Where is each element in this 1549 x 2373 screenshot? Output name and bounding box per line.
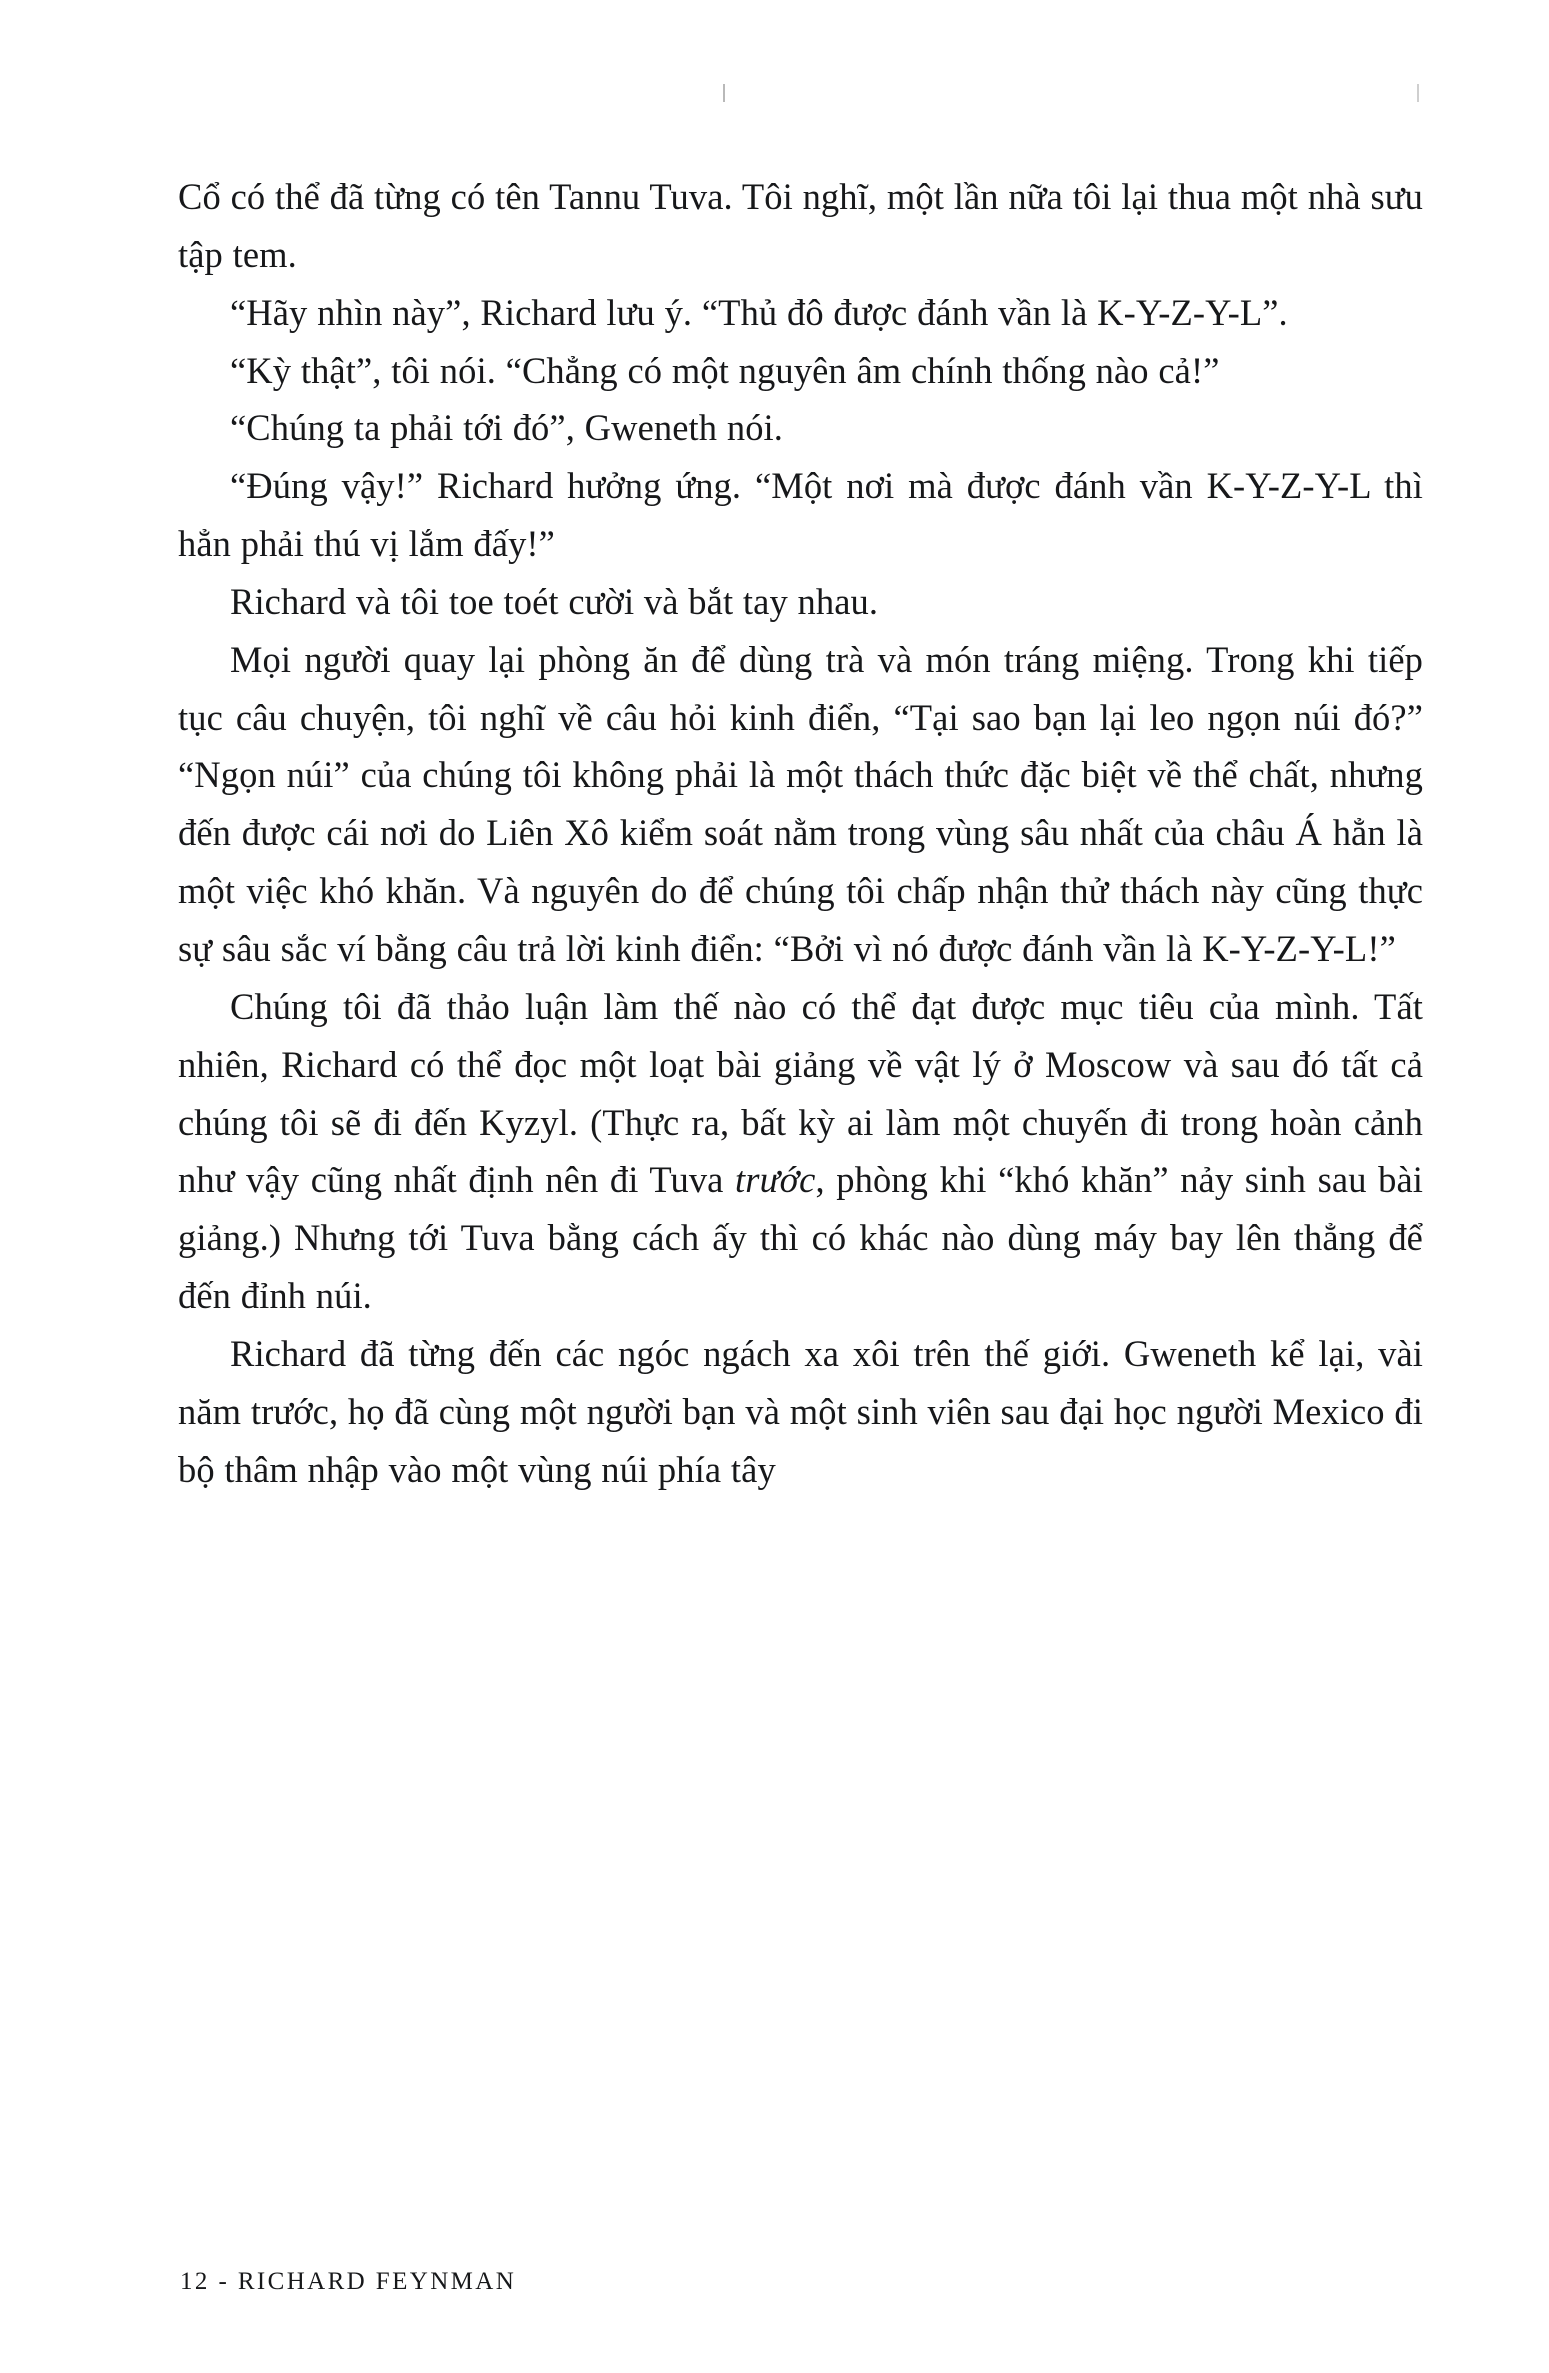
italic-emphasis: trước bbox=[735, 1159, 816, 1201]
paragraph-with-italic bbox=[178, 978, 1423, 1325]
paragraph-part-one: Chúng tôi đã thảo luận làm thế nào có thể đạt được mục tiêu của mình. Tất nhiên, Richard có thể đọc một loạt bài giảng về vật lý ở Moscow và sau đó tất cả chúng tôi sẽ đi đến Kyzyl. (Thực ra, bất kỳ ai làm một chuyến đi trong hoàn cảnh như vậy cũng nhất định nên đi Tuva bbox=[178, 985, 1423, 1201]
paragraph: Cổ có thể đã từng có tên Tannu Tuva. Tôi nghĩ, một lần nữa tôi lại thua một nhà sưu tập tem. bbox=[178, 176, 1423, 275]
paragraph: Richard và tôi toe toét cười và bắt tay nhau. bbox=[230, 580, 879, 622]
paragraph-part-two: , phòng khi “khó khăn” nảy sinh sau bài giảng.) Nhưng tới Tuva bằng cách ấy thì có khác nào dùng máy bay lên thẳng để đến đỉnh núi. bbox=[178, 1159, 1423, 1317]
page-footer: 12 - RICHARD FEYNMAN bbox=[180, 2268, 517, 2295]
paragraph: “Kỳ thật”, tôi nói. “Chẳng có một nguyên âm chính thống nào cả!” bbox=[230, 349, 1220, 391]
paragraph: “Hãy nhìn này”, Richard lưu ý. “Thủ đô được đánh vần là K-Y-Z-Y-L”. bbox=[230, 291, 1288, 333]
paragraph: Mọi người quay lại phòng ăn để dùng trà và món tráng miệng. Trong khi tiếp tục câu chuyện, tôi nghĩ về câu hỏi kinh điển, “Tại sao bạn lại leo ngọn núi đó?” “Ngọn núi” của chúng tôi không phải là một thách thức đặc biệt về thể chất, nhưng đến được cái nơi do Liên Xô kiểm soát nằm trong vùng sâu nhất của châu Á hẳn là một việc khó khăn. Và nguyên do để chúng tôi chấp nhận thử thách này cũng thực sự sâu sắc ví bằng câu trả lời kinh điển: “Bởi vì nó được đánh vần là K-Y-Z-Y-L!” bbox=[178, 638, 1423, 969]
body-text-column bbox=[178, 168, 1423, 1498]
crop-mark-top bbox=[723, 84, 725, 102]
crop-mark-top-right bbox=[1417, 84, 1419, 102]
paragraph: Richard đã từng đến các ngóc ngách xa xôi trên thế giới. Gweneth kể lại, vài năm trước, họ đã cùng một người bạn và một sinh viên sau đại học người Mexico đi bộ thâm nhập vào một vùng núi phía tây bbox=[178, 1332, 1423, 1490]
paragraph: “Đúng vậy!” Richard hưởng ứng. “Một nơi mà được đánh vần K-Y-Z-Y-L thì hẳn phải thú vị lắm đấy!” bbox=[178, 465, 1423, 565]
paragraph: “Chúng ta phải tới đó”, Gweneth nói. bbox=[230, 407, 784, 449]
